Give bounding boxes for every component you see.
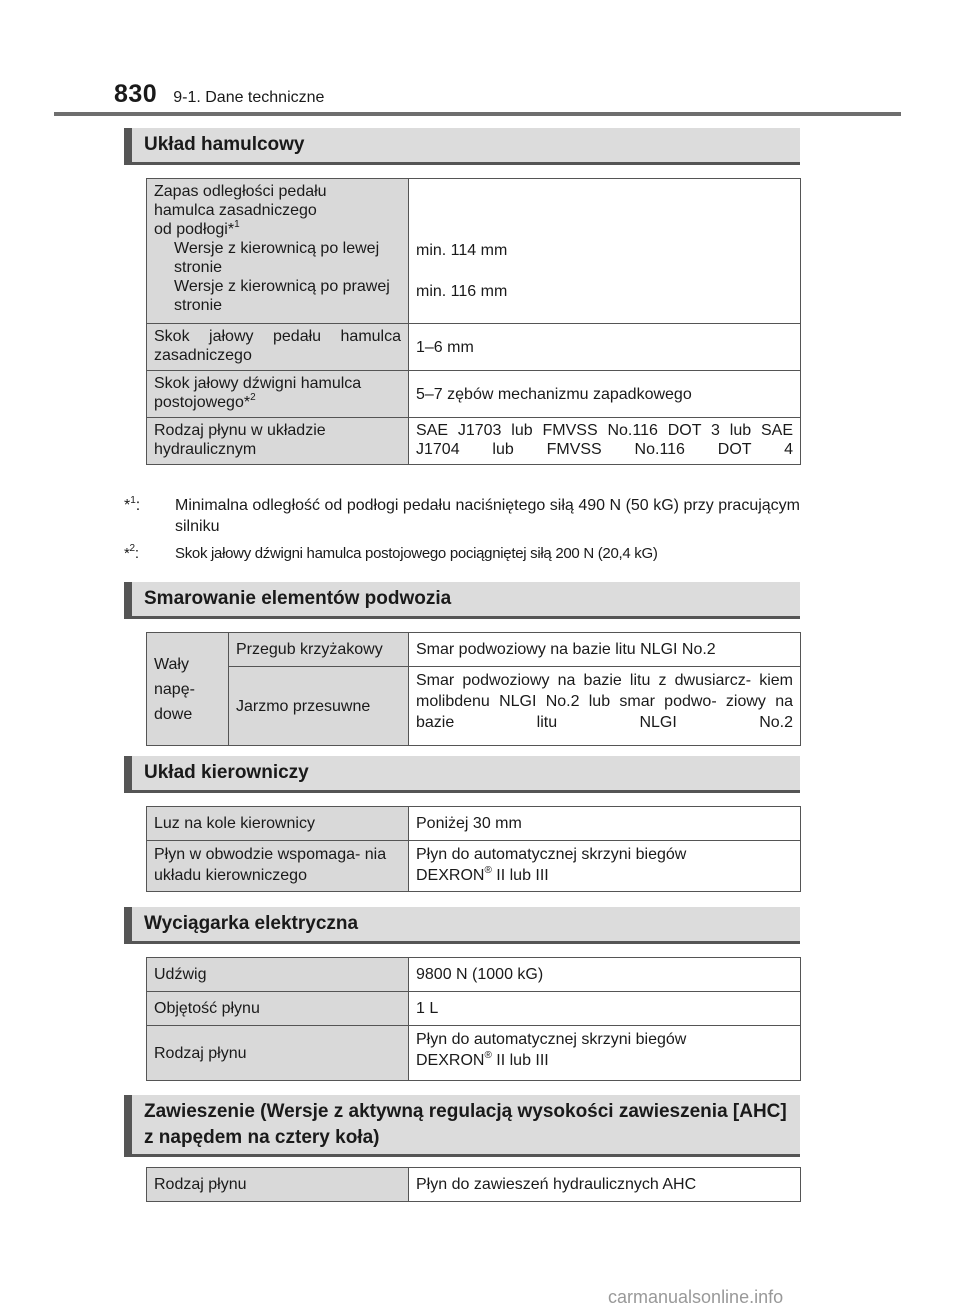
section-title: Układ hamulcowy (144, 134, 305, 155)
footnote-2: *$^2$: Skok jałowy dźwigni hamulca postojowego pociągniętej siłą 200 N (20,4 kG) (124, 543, 658, 562)
value-cell: Płyn do automatycznej skrzyni biegów DEXRON® II lub III (409, 1026, 801, 1081)
value-cell: 1–6 mm (409, 324, 801, 371)
winch-table (146, 957, 801, 1081)
label-cell: Przegub krzyżakowy (229, 633, 409, 667)
table-row (147, 1026, 801, 1081)
section-title: Smarowanie elementów podwozia (144, 588, 452, 609)
label-cell: Rodzaj płynu (147, 1168, 409, 1202)
value-cell: 5–7 zębów mechanizmu zapadkowego (409, 371, 801, 418)
section-heading-chassis (124, 582, 800, 619)
value-cell: Płyn do automatycznej skrzyni biegów DEXRON® II lub III (409, 841, 801, 892)
table-row (147, 958, 801, 992)
label-cell: Jarzmo przesuwne (229, 667, 409, 746)
section-heading-suspension (124, 1095, 800, 1157)
label-cell: Rodzaj płynu w układzie hydraulicznym (147, 418, 409, 465)
header-rule (54, 112, 901, 116)
label-cell: Luz na kole kierownicy (147, 807, 409, 841)
label-cell: Skok jałowy dźwigni hamulca postojowego*$^2$ (147, 371, 409, 418)
section-heading-winch (124, 907, 800, 944)
label-cell: Skok jałowy pedału hamulca zasadniczego (147, 324, 409, 371)
brakes-table (146, 178, 801, 465)
suspension-table (146, 1167, 801, 1202)
label-cell: Objętość płynu (147, 992, 409, 1026)
section-heading-brakes (124, 128, 800, 165)
label-cell: Płyn w obwodzie wspomaga- nia układu kierowniczego (147, 841, 409, 892)
value-lhd: min. 114 mm (416, 242, 508, 259)
value-cell: 9800 N (1000 kG) (409, 958, 801, 992)
footnotes (124, 495, 800, 570)
sub-label-rhd: Wersje z kierownicą po prawej stronie (174, 278, 390, 314)
table-row (147, 418, 801, 465)
table-row (147, 841, 801, 892)
page-number: 830 (114, 80, 158, 108)
steering-table (146, 806, 801, 892)
value-cell: Smar podwoziowy na bazie litu z dwusiarcz- kiem molibdenu NLGI No.2 lub smar podwo- ziowy na bazie litu NLGI No.2 (409, 667, 801, 746)
table-row (147, 1168, 801, 1202)
table-row (147, 807, 801, 841)
chapter-title: 9-1. Dane techniczne (173, 89, 325, 106)
watermark: carmanualsonline.info (608, 1287, 784, 1307)
value-cell: Poniżej 30 mm (409, 807, 801, 841)
label-cell: Rodzaj płynu (147, 1026, 409, 1081)
table-row (147, 324, 801, 371)
label-cell: Udźwig (147, 958, 409, 992)
value-cell: Płyn do zawieszeń hydraulicznych AHC (409, 1168, 801, 1202)
footnote-1: *$^1$: Minimalna odległość od podłogi pedału naciśniętego siłą 490 N (50 kG) przy pracującym silniku (124, 494, 800, 535)
group-label-cell: Wały napę- dowe (147, 633, 229, 746)
value-rhd: min. 116 mm (416, 283, 508, 300)
table-row (147, 633, 801, 667)
section-heading-steering (124, 756, 800, 793)
value-cell: Smar podwoziowy na bazie litu NLGI No.2 (409, 633, 801, 667)
section-title: Wyciągarka elektryczna (144, 913, 359, 934)
table-row (147, 667, 801, 746)
section-title: Układ kierowniczy (144, 762, 309, 783)
table-row (147, 371, 801, 418)
table-row (147, 992, 801, 1026)
page-header (114, 80, 324, 109)
label-cell: Zapas odległości pedału hamulca zasadniczego od podłogi*$^1$ Wersje z kierownicą po lewej stronie Wersje z kierownicą po prawej stronie (147, 179, 409, 324)
value-cell: 1 L (409, 992, 801, 1026)
table-row (147, 179, 801, 324)
section-title: Zawieszenie (Wersje z aktywną regulacją wysokości zawieszenia [AHC] z napędem na cztery koła) (144, 1100, 787, 1148)
value-cell (409, 179, 801, 324)
chassis-table (146, 632, 801, 746)
value-cell: SAE J1703 lub FMVSS No.116 DOT 3 lub SAE J1704 lub FMVSS No.116 DOT 4 (409, 418, 801, 465)
sub-label-lhd: Wersje z kierownicą po lewej stronie (174, 240, 380, 276)
